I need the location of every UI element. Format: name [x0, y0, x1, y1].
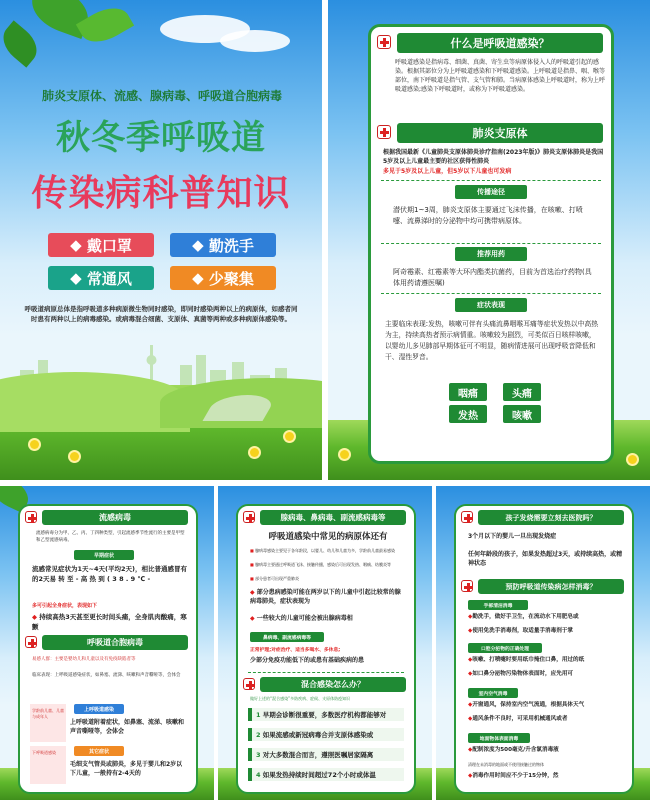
rhino-label: 鼻病毒、副流感病毒等	[250, 632, 324, 642]
drug-label: 推荐用药	[455, 247, 527, 261]
tag-ventilate: ◆ 常通风	[48, 266, 154, 290]
medical-cross-icon	[25, 511, 37, 523]
mixed-num-3: 3	[256, 750, 263, 759]
tag-gathering: ◆ 少聚集	[170, 266, 276, 290]
rsv-side1: 学龄前儿童、儿童与成年人	[32, 708, 64, 719]
red-diamond-icon: ◆	[468, 614, 473, 620]
flu-symptoms	[32, 612, 188, 632]
cloud	[220, 30, 290, 52]
surface-b7-text: 配制浓度为500毫克/升含氯消毒液	[472, 747, 559, 753]
tag-gathering-label: 少聚集	[208, 269, 254, 288]
poster-subtitle: 肺炎支原体、流感、腺病毒、呼吸道合胞病毒	[41, 89, 282, 103]
route-label: 传播途径	[455, 185, 527, 199]
flu-early-label: 早期症状	[74, 550, 134, 560]
symptom-headache: 头痛	[503, 383, 541, 401]
mixed-num-4: 4	[256, 770, 263, 779]
mouth-b3	[468, 656, 624, 664]
surface-b7	[468, 746, 624, 754]
pathogen-main-title: 呼吸道感染中常见的病原体还有	[268, 532, 388, 542]
surface-b8	[468, 772, 624, 780]
rsv-lower-box: 毛细支气管炎或肺炎，多见于婴儿和2岁以下儿童，一般持有2-4天的	[70, 761, 183, 777]
hand-b1	[468, 613, 624, 621]
flower	[628, 455, 637, 464]
poster-main	[0, 0, 322, 480]
surface-label: 地面物体表面消毒	[468, 733, 530, 743]
mouth-b4	[468, 670, 624, 678]
pathogen-card	[236, 504, 416, 794]
info-card	[368, 24, 614, 464]
red-diamond-icon: ◆	[32, 613, 40, 621]
red-square-icon: ■	[250, 548, 256, 553]
tag-handwash-label: 勤洗手	[208, 236, 254, 255]
poster-info	[328, 0, 650, 480]
symptom-fever: 发热	[449, 405, 487, 423]
flu-warning: 多可引起全身症状，表现如下	[32, 603, 98, 609]
rhino-care: 正常护理;对症治疗、适当多喝水、多休息;	[250, 648, 341, 653]
mixed-num-1: 1	[256, 710, 263, 719]
mixed-item-2	[248, 728, 404, 741]
red-diamond-icon: ◆	[250, 615, 257, 622]
rsv-title: 呼吸道合胞病毒	[42, 635, 188, 650]
mouth-label: 口腔分泌物的正确处理	[468, 643, 542, 653]
mixed-item-4-text: 如果发热持续时间超过72个小时或体温	[262, 771, 376, 779]
fever-title: 孩子发烧需要立刻去医院吗？	[478, 510, 624, 525]
section-title-what: 什么是呼吸道感染？	[397, 33, 603, 53]
red-diamond-icon: ◆	[468, 628, 473, 634]
surface-small: 清理在未消毒的地面或不使用接触过的物体	[468, 762, 544, 767]
flower	[70, 452, 79, 461]
flower	[30, 440, 39, 449]
poster-flu	[0, 486, 214, 800]
poster-body-text: 呼吸道病原总体是指呼吸道多种病原微生物同时感染，即同时感染两种以上的病原体，如感者同时患有两种以上的病毒感染。或病毒混合细菌、支原体、真菌等两种或多种病原体感染等。	[24, 305, 298, 323]
red-diamond-icon: ◆	[468, 773, 473, 779]
leaf-decoration	[0, 20, 44, 67]
route-body: 潜伏期1~3周，肺炎支原体主要通过飞沫传播，在咳嗽、打喷嚏、流鼻涕时的分泌物中均可携带病原体。	[393, 206, 583, 225]
flu-card	[18, 504, 198, 794]
flower	[250, 448, 259, 457]
air-b6	[468, 715, 624, 723]
pathogen-bold-2	[250, 614, 406, 623]
rsv-upper-box: 上呼吸道附着症状，如鼻塞、流涕、咳嗽和声音嘶哑等，会体会	[70, 719, 185, 735]
medical-cross-icon	[377, 125, 391, 139]
poster-prevention	[436, 486, 650, 800]
rsv-body2: 临床表现：上呼吸道感染症状，如鼻塞、流涕、咳嗽和声音嘶哑等，会体会	[32, 673, 181, 678]
rhino-bold: 少部分免疫功能低下的或患有基础疾病的患	[250, 657, 365, 664]
mixed-item-3	[248, 748, 404, 761]
divider	[381, 180, 601, 181]
rsv-upper-label: 上呼吸道感染	[74, 704, 124, 714]
symptom-sore-throat: 咽痛	[449, 383, 487, 401]
rsv-side-box1	[30, 704, 66, 742]
tag-handwash: ◆ 勤洗手	[170, 233, 276, 257]
tag-mask-label: 戴口罩	[86, 236, 132, 255]
pathogen-bullet-2	[250, 562, 406, 568]
pathogen-top-title: 腺病毒、鼻病毒、副流感病毒等	[260, 510, 406, 525]
pathogen-bullet-1	[250, 548, 406, 554]
medical-cross-icon	[377, 35, 391, 49]
mixed-item-1-text: 早期会诊断很重要，多数医疗机构都能够对	[262, 711, 387, 719]
flu-title: 流感病毒	[42, 510, 188, 525]
red-diamond-icon: ◆	[468, 657, 473, 663]
red-square-icon: ■	[250, 576, 256, 581]
red-diamond-icon: ◆	[468, 702, 473, 708]
surface-b8-text: 消毒作用时间应不少于15分钟，然	[472, 773, 559, 779]
fever-line-2: 任何年龄段的孩子，如果发热超过3天，或持续高热，或精神状态	[468, 551, 623, 567]
mycoplasma-warning: 多见于5岁及以上儿童，但5岁以下儿童也可发病	[383, 168, 512, 175]
rsv-body1: 易感人群：主要是婴幼儿和儿童以及有免疫缺陷者等	[32, 657, 136, 662]
red-diamond-icon: ◆	[250, 589, 257, 596]
medical-cross-icon	[25, 636, 37, 648]
mixed-item-1	[248, 708, 404, 721]
rsv-lower-label: 其它症状	[74, 746, 124, 756]
pathogen-bold-1	[250, 588, 406, 606]
divider	[381, 293, 601, 294]
rsv-side2: 下呼吸道感染	[32, 750, 56, 755]
pathogen-bullet-3	[250, 576, 406, 582]
air-b6-text: 通风条件不良时，可采用机械通风或者	[472, 716, 568, 722]
rsv-side-box2	[30, 746, 66, 784]
flu-symptoms-text: 持续高热3天甚至更长时间头痛，全身肌肉酸痛，寒颤	[32, 613, 187, 631]
mixed-item-4	[248, 768, 404, 781]
red-diamond-icon: ◆	[468, 716, 473, 722]
air-b5	[468, 701, 624, 709]
flower	[340, 450, 349, 459]
pathogen-bullet-2-text: 腺病毒主要通过呼吸道飞沫、接触传播，感染后可出现发热、咽痛、结膜炎等	[255, 562, 392, 567]
medical-cross-icon	[461, 580, 473, 592]
pathogen-bullet-1-text: 腺病毒感染主要见于各年龄段，以婴儿、幼儿和儿童为多，学龄前儿童最易感染	[255, 548, 396, 553]
section-body-what: 呼吸道感染是指病毒、细菌、真菌、寄生虫等病原体侵入人的呼吸道引起的感染。根据其部位分为上呼吸道感染和下呼吸道感染。上呼吸道是指鼻、咽、喉等部位，南下呼吸道是指气管、支气管和肺。当病原体感染上呼吸道时，称为上呼吸道感染;感染下呼吸道时，或称为下呼吸道感染。	[395, 59, 606, 93]
section-body-mycoplasma: 根据我国最新《儿童肺炎支原体肺炎诊疗指南(2023年版)》肺炎支原体肺炎是我国5岁及以上儿童最主要的社区获得性肺炎	[383, 149, 604, 165]
mixed-title: 混合感染怎么办？	[260, 677, 406, 692]
symptom-body: 主要临床表现:发热，咳嗽可伴有头痛流鼻咽喉耳痛等症状发热以中高热为主，持续高热者预示病情重。咳嗽较为剧烈，可类似百日咳样咳嗽，以婴幼儿多见肺部早期体征可不明显，随病情进展可出现呼吸音降低和干、湿性罗音。	[385, 320, 598, 361]
pathogen-bullet-3-text: 部分患者可出现严重肺炎	[255, 576, 300, 581]
poster-pathogens	[218, 486, 432, 800]
mixed-sub: 做好上述的“混合感染”多防疾病、症候、支原体防疫知识	[250, 696, 351, 701]
prevention-card	[454, 504, 634, 794]
symptom-cough: 咳嗽	[503, 405, 541, 423]
pathogen-bold-2-text: 一些较大的儿童可能会被出腺病毒相	[256, 615, 353, 622]
divider	[248, 672, 404, 673]
mouth-b4-text: 如口鼻分泌物污染物体表面时，应先用可	[472, 671, 574, 677]
tag-ventilate-label: 常通风	[86, 269, 132, 288]
prevent-title: 预防呼吸道传染病怎样消毒？	[478, 579, 624, 594]
divider	[381, 243, 601, 244]
hand-b2-text: 使用免洗手消毒剂，取适量手消毒剂于掌	[472, 628, 574, 634]
red-diamond-icon: ◆	[468, 671, 473, 677]
mixed-item-2-text: 如果流感或新冠病毒合并支原体感染或	[262, 731, 374, 739]
flu-body: 流感病毒分为甲、乙、丙、丁四种类型，引起流感季节性流行的主要是甲型和乙型流感病毒。	[36, 531, 185, 543]
medical-cross-icon	[243, 511, 255, 523]
flower	[285, 432, 294, 441]
medical-cross-icon	[243, 678, 255, 690]
symptom-label: 症状表现	[455, 298, 527, 312]
hand-label: 手部清洁消毒	[468, 600, 528, 610]
hand-b1-text: 勤洗手，做好手卫生，在流动水下用肥皂或	[472, 614, 579, 620]
flu-early-body: 流感常见症状为1天~4天(平均2天)，相比普通感冒有的2天易 转 至 - 高 热 到 ( 3 8 . 9 ℃ -	[32, 565, 187, 583]
red-diamond-icon: ◆	[468, 747, 473, 753]
mouth-b3-text: 咳嗽、打喷嚏时要用纸巾掩住口鼻，用过的纸	[472, 657, 585, 663]
red-square-icon: ■	[250, 562, 256, 567]
poster-title-line1: 秋冬季呼吸道	[56, 118, 266, 158]
fever-line-1: 3个月以下的婴儿一旦出现发烧症	[468, 533, 557, 540]
section-title-mycoplasma: 肺炎支原体	[397, 123, 603, 143]
poster-title-line2: 传染病科普知识	[31, 173, 291, 214]
pathogen-bold-1-text: 部分患病感染可能在两岁以下的儿童中引起比较常的腺病毒肺炎，症状表现为	[250, 589, 401, 605]
hand-b2	[468, 627, 624, 635]
mixed-item-3-text: 对大多数混合而言，遵照医嘱居家隔离	[262, 751, 374, 759]
drug-body: 阿奇霉素、红霉素等大环内酯类抗菌药，目前为首选治疗药物(具体用药请遵医嘱)	[393, 268, 592, 287]
air-b5-text: 开窗通风，保持室内空气流通，根据具体天气	[472, 702, 585, 708]
air-label: 室内空气消毒	[468, 688, 518, 698]
medical-cross-icon	[461, 511, 473, 523]
tag-mask: ◆ 戴口罩	[48, 233, 154, 257]
mixed-num-2: 2	[256, 730, 263, 739]
